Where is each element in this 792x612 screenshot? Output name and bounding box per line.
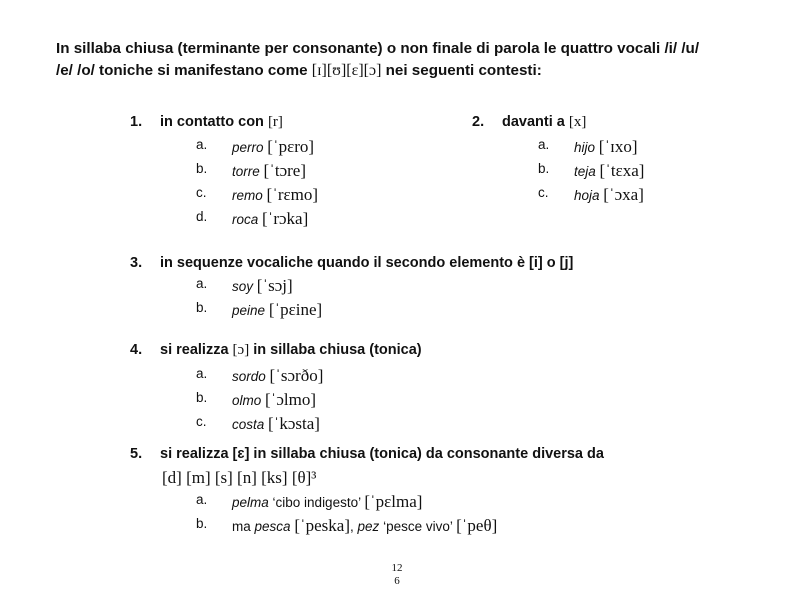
section-title-rest: in sillaba chiusa (tonica)	[249, 342, 422, 358]
item-label: b.	[196, 161, 208, 176]
item-word: hoja	[574, 188, 600, 203]
section-number: 3.	[130, 255, 143, 271]
section-4-heading	[130, 342, 422, 359]
page-number-line-1: 12	[391, 562, 403, 574]
item-pre: ma	[232, 519, 255, 534]
item-ipa: [ˈpeska]	[294, 516, 351, 535]
item-word: teja	[574, 164, 596, 179]
item-word: peine	[232, 303, 266, 318]
item-ipa: [ˈɔxa]	[603, 185, 644, 204]
item-ipa: [ˈrɔka]	[262, 209, 309, 228]
intro-text-end: nei seguenti contesti:	[381, 62, 542, 79]
item-label: a.	[196, 366, 208, 381]
section-3-heading	[130, 255, 573, 271]
item-label: b.	[196, 516, 208, 531]
intro-vowels: /e/ /o/	[56, 62, 100, 79]
item-ipa: [ˈpɛine]	[268, 300, 323, 319]
intro-paragraph	[56, 38, 756, 82]
section-title-ipa: [r]	[267, 114, 283, 130]
page-number-line-2: 6	[394, 575, 400, 587]
section-number: 5.	[130, 446, 143, 462]
item-ipa: [ˈrɛmo]	[266, 185, 319, 204]
section-title-ipa: [x]	[568, 114, 587, 130]
item-label: c.	[538, 185, 549, 200]
section-1-heading	[130, 114, 283, 131]
section-number: 4.	[130, 342, 143, 358]
intro-line-1: In sillaba chiusa (terminante per consonante) o non finale di parola le quattro vocali /i/ /u/	[56, 40, 700, 57]
intro-text: si manifestano come	[153, 62, 312, 79]
item-ipa: [ˈɪxo]	[598, 137, 638, 156]
section-title-ipa: [ɔ]	[232, 342, 250, 358]
item-ipa: [ˈtɛxa]	[599, 161, 645, 180]
item-word: torre	[232, 164, 260, 179]
section-number: 1.	[130, 114, 143, 130]
item-word-2: pez	[357, 519, 380, 534]
item-word: perro	[232, 140, 264, 155]
section-number: 2.	[472, 114, 485, 130]
item-ipa: [ˈkɔsta]	[268, 414, 320, 433]
item-word: hijo	[574, 140, 596, 155]
item-label: c.	[196, 414, 207, 429]
section-title: si realizza	[160, 342, 233, 358]
item-word: remo	[232, 188, 263, 203]
intro-ipa: [ɪ][ʊ][ɛ][ɔ]	[311, 62, 382, 79]
item-word: pesca	[254, 519, 291, 534]
item-label: a.	[538, 137, 550, 152]
item-ipa: [ˈɔlmo]	[265, 390, 317, 409]
section-2-heading	[472, 114, 586, 131]
item-ipa: [ˈpɛro]	[267, 137, 315, 156]
item-label: b.	[196, 300, 208, 315]
item-label: a.	[196, 137, 208, 152]
intro-line-2	[56, 60, 756, 82]
item-label: d.	[196, 209, 208, 224]
item-word: olmo	[232, 393, 262, 408]
intro-toniche: toniche	[99, 62, 154, 79]
item-word: costa	[232, 417, 265, 432]
item-label: a.	[196, 492, 208, 507]
item-ipa: [ˈsɔrðo]	[269, 366, 324, 385]
section-5-heading	[130, 446, 604, 462]
item-label: b.	[538, 161, 550, 176]
item-gloss: ‘cibo indigesto’	[268, 495, 365, 510]
item-label: a.	[196, 276, 208, 291]
item-ipa-2: [ˈpeθ]	[456, 516, 498, 535]
item-label: b.	[196, 390, 208, 405]
item-word: sordo	[232, 369, 266, 384]
item-ipa: [ˈpɛlma]	[364, 492, 423, 511]
item-gloss-2: ‘pesce vivo’	[379, 519, 457, 534]
item-word: roca	[232, 212, 259, 227]
section-title: davanti a	[502, 114, 569, 130]
item-word: soy	[232, 279, 254, 294]
item-ipa: [ˈsɔj]	[256, 276, 293, 295]
page-number	[385, 562, 409, 588]
section-title: si realizza [ɛ] in sillaba chiusa (tonica) da consonante diversa da	[160, 446, 604, 462]
item-sep: ,	[350, 519, 358, 534]
item-ipa: [ˈtɔre]	[263, 161, 306, 180]
section-title: in contatto con	[160, 114, 268, 130]
item-word: pelma	[232, 495, 269, 510]
item-label: c.	[196, 185, 207, 200]
consonant-list: [d] [m] [s] [n] [ks] [θ]³	[162, 468, 317, 487]
section-title: in sequenze vocaliche quando il secondo elemento è [i] o [j]	[160, 255, 574, 271]
